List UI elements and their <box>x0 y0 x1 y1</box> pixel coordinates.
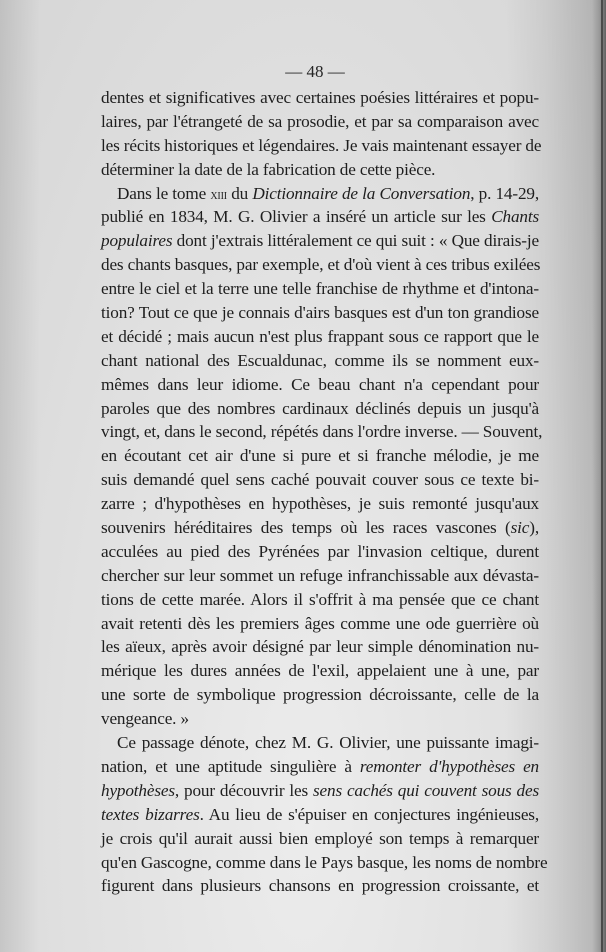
text-line: tions de cette marée. Alors il s'offrit à ma pensée que ce chant <box>101 589 539 609</box>
text-line: je crois qu'il aurait aussi bien employé son temps à remarquer <box>101 828 539 848</box>
text-line: mêmes dans leur idiome. Ce beau chant n'a cependant pour <box>101 374 539 394</box>
italic-text: hypothèses <box>101 780 175 800</box>
text-run: publié en 1834, M. G. Olivier a inséré un article sur les <box>101 207 492 227</box>
text-line: laires, par l'étrangeté de sa prosodie, et par sa comparaison avec <box>101 111 539 131</box>
italic-text: remonter d'hypothèses en <box>359 756 539 776</box>
text-line <box>101 205 539 229</box>
italic-text: populaires <box>101 231 173 251</box>
italic-text: Chants <box>491 207 539 227</box>
page-number: — 48 — <box>285 62 345 81</box>
text-line: et décidé ; mais aucun n'est plus frappant sous ce rapport que le <box>101 326 539 346</box>
text-line: chant national des Escualdunac, comme ils se nomment eux- <box>101 350 539 370</box>
text-line: les récits historiques et légendaires. Je vais maintenant essayer de <box>101 135 542 155</box>
text-line: figurent dans plusieurs chansons en progression croissante, et <box>101 876 539 896</box>
text-line: tion? Tout ce que je connais d'airs basques est d'un ton grandiose <box>101 303 539 323</box>
text-line: zarre ; d'hypothèses en hypothèses, je suis remonté jusqu'aux <box>101 494 539 514</box>
body-text <box>101 86 548 898</box>
text-run: du <box>226 183 253 203</box>
text-run: nation, et une aptitude singulière à <box>101 756 360 776</box>
text-run: Dans le tome <box>117 183 211 203</box>
text-line <box>101 229 539 253</box>
roman-numeral: xiii <box>210 187 227 203</box>
text-line: Ce passage dénote, chez M. G. Olivier, une puissante imagi- <box>117 733 539 753</box>
text-line <box>101 803 539 827</box>
text-line: paroles que des nombres cardinaux déclinés depuis un jusqu'à <box>101 398 539 418</box>
text-line <box>101 755 539 779</box>
text-run: ), <box>529 518 539 538</box>
text-line: entre le ciel et la terre une telle franchise de rhythme et d'intona- <box>101 279 539 299</box>
text-line: suis demandé quel sens caché pouvait couver sous ce texte bi- <box>101 470 539 490</box>
italic-text: sic <box>510 518 530 538</box>
text-line: en écoutant cet air d'une si pure et si franche mélodie, je me <box>101 446 539 466</box>
text-line <box>101 779 539 803</box>
text-line: avait retenti dès les premiers âges comme une ode guerrière où <box>101 613 539 633</box>
text-line: mérique les dures années de l'exil, appelaient une à une, par <box>101 661 539 681</box>
text-line: chercher sur leur sommet un refuge infranchissable aux dévasta- <box>101 565 539 585</box>
text-line: déterminer la date de la fabrication de cette pièce. <box>101 159 436 179</box>
italic-text: textes bizarres <box>101 804 200 824</box>
text-line: qu'en Gascogne, comme dans le Pays basque, les noms de nombre <box>101 852 548 872</box>
text-line: les aïeux, après avoir désigné par leur simple dénomination nu- <box>101 637 539 657</box>
italic-text: sens cachés qui couvent sous des <box>312 780 539 800</box>
italic-text: Dictionnaire de la Conversation <box>252 183 471 203</box>
text-run: , p. 14-29, <box>470 183 539 203</box>
text-line: vingt, et, dans le second, répétés dans l'ordre inverse. — Souvent, <box>101 422 543 442</box>
text-run: . Au lieu de s'épuiser en conjectures ingénieuses, <box>199 804 539 824</box>
text-line <box>101 516 539 540</box>
text-line: dentes et significatives avec certaines poésies littéraires et popu- <box>101 88 539 107</box>
page-edge-shadow <box>601 0 603 952</box>
text-line: acculées au pied des Pyrénées par l'invasion celtique, durent <box>101 541 539 561</box>
text-line: vengeance. » <box>101 709 189 729</box>
text-line <box>101 182 539 206</box>
text-run: dont j'extrais littéralement ce qui suit : « Que dirais-je <box>172 231 539 251</box>
text-line: des chants basques, par exemple, et d'où vient à ces tribus exilées <box>101 255 541 275</box>
text-line: une sorte de symbolique progression décroissante, celle de la <box>101 685 539 705</box>
text-run: souvenirs héréditaires des temps où les races vascones ( <box>101 518 511 538</box>
text-run: , pour découvrir les <box>174 780 313 800</box>
